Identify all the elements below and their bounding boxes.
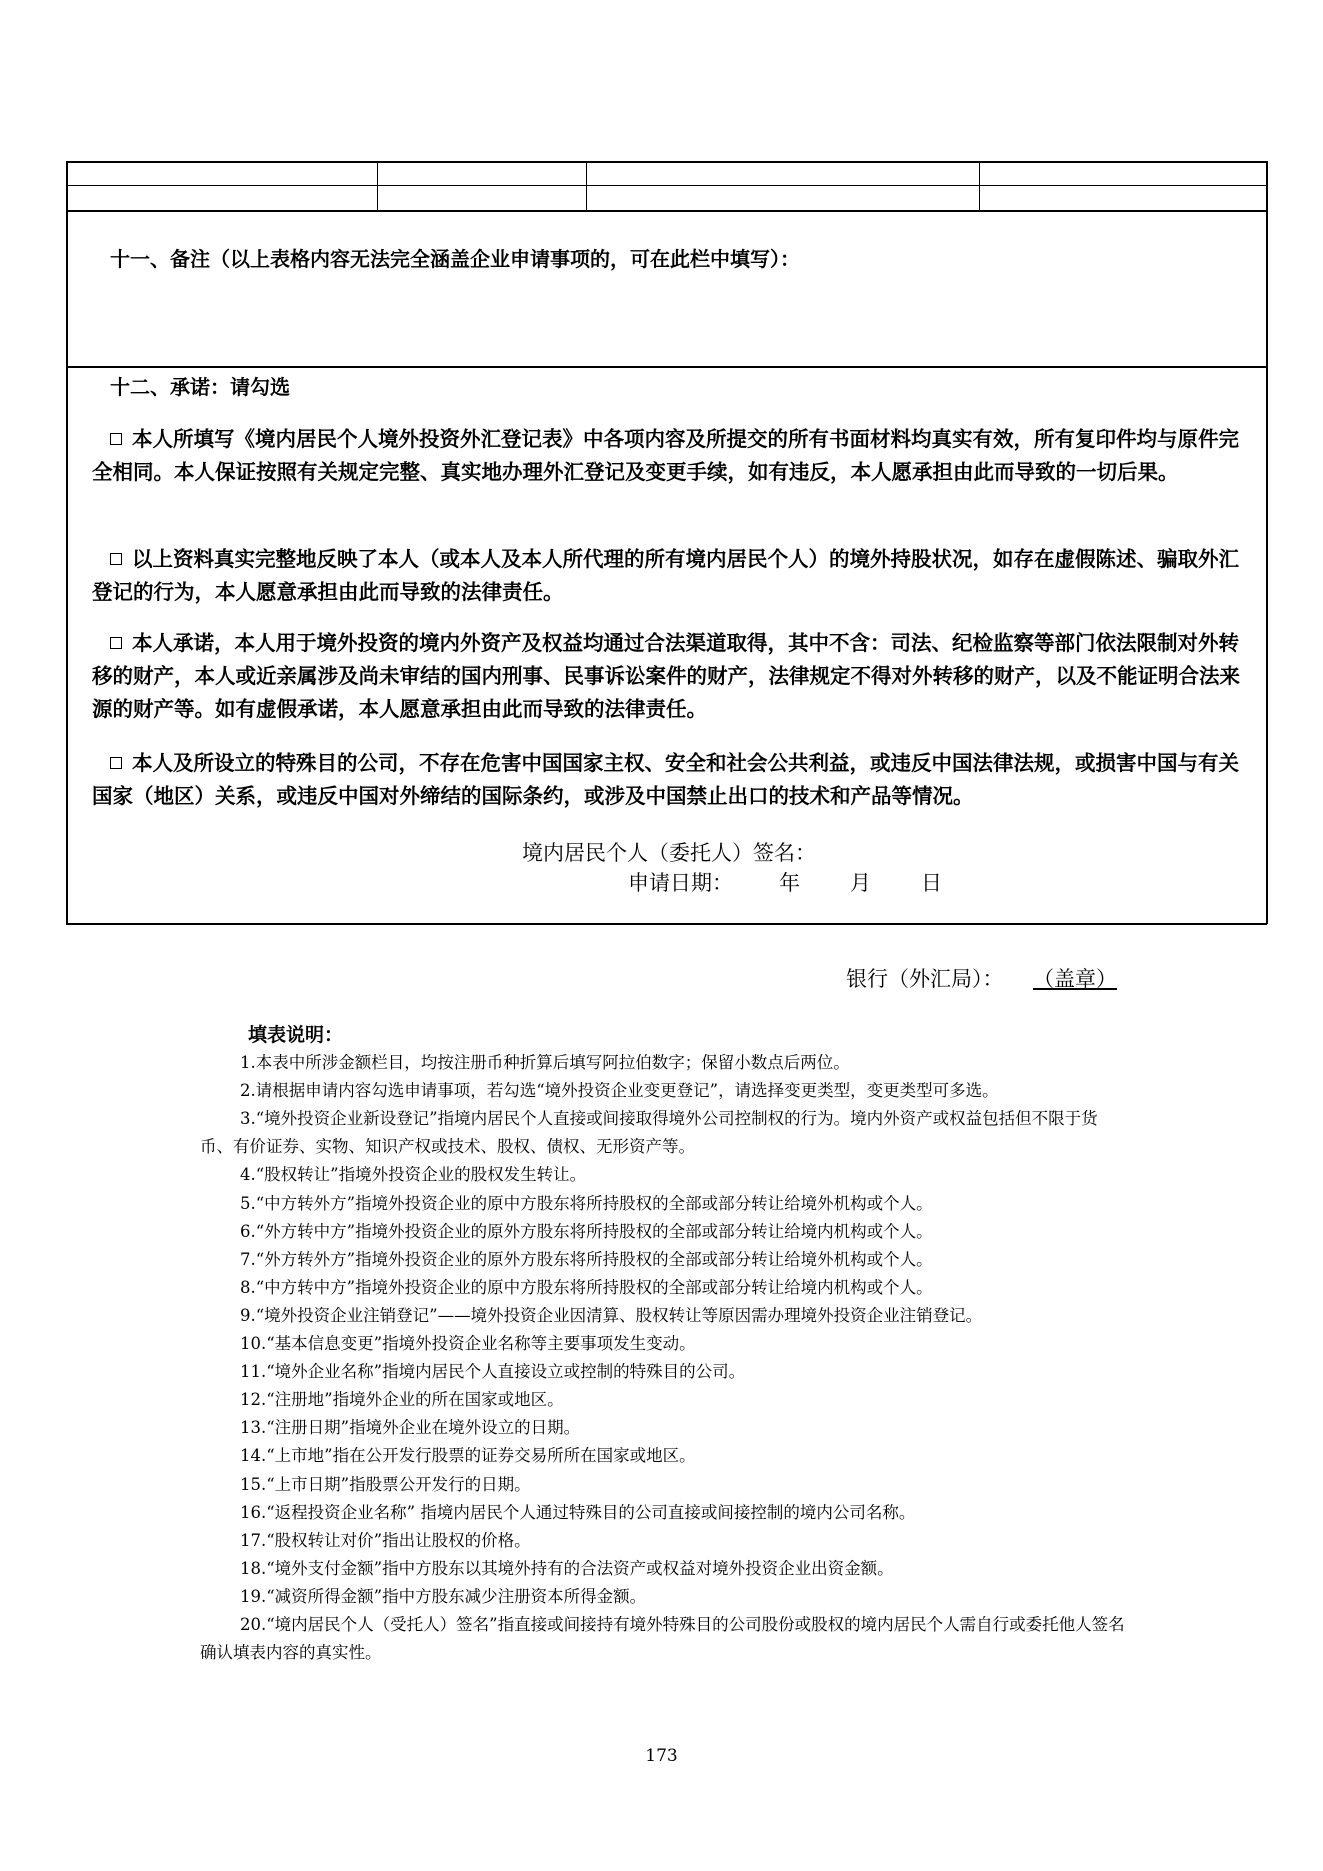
table-col-divider <box>377 161 378 211</box>
commitment-text-1: 本人所填写《境内居民个人境外投资外汇登记表》中各项内容及所提交的所有书面材料均真实有效，所有复印件均与原件完全相同。本人保证按照有关规定完整、真实地办理外汇登记及变更手续，如有违反，本人愿承担由此而导致的一切后果。 <box>92 427 1239 484</box>
commitment-text-2: 以上资料真实完整地反映了本人（或本人及本人所代理的所有境内居民个人）的境外持股状况，如存在虚假陈述、骗取外汇登记的行为，本人愿意承担由此而导致的法律责任。 <box>92 547 1239 604</box>
instruction-item: 15.“上市日期”指股票公开发行的日期。 <box>240 1474 531 1494</box>
instruction-item: 7.“外方转外方”指境外投资企业的原外方股东将所持股权的全部或部分转让给境外机构或个人。 <box>240 1249 933 1269</box>
instruction-item: 3.“境外投资企业新设登记”指境内居民个人直接或间接取得境外公司控制权的行为。境内外资产或权益包括但不限于货币、有价证券、实物、知识产权或技术、股权、债权、无形资产等。 <box>200 1109 1098 1157</box>
table-col-divider <box>586 161 587 211</box>
instruction-item: 6.“外方转中方”指境外投资企业的原外方股东将所持股权的全部或部分转让给境内机构或个人。 <box>240 1221 933 1241</box>
commitment-checkbox-1[interactable] <box>110 433 122 445</box>
commitment-item-4 <box>92 747 1252 813</box>
instruction-item: 16.“返程投资企业名称” 指境内居民个人通过特殊目的公司直接或间接控制的境内公司名称。 <box>240 1502 916 1522</box>
remarks-title: 十一、备注（以上表格内容无法完全涵盖企业申请事项的，可在此栏中填写）： <box>110 247 800 271</box>
table-border-bottom <box>66 923 1267 925</box>
commitment-item-2 <box>92 543 1252 609</box>
commitment-checkbox-2[interactable] <box>110 553 122 565</box>
instruction-item: 11.“境外企业名称”指境内居民个人直接设立或控制的特殊目的公司。 <box>240 1362 746 1382</box>
date-year: 年 <box>779 871 800 895</box>
commitment-checkbox-3[interactable] <box>110 637 122 649</box>
instruction-item: 1.本表中所涉金额栏目，均按注册币种折算后填写阿拉伯数字；保留小数点后两位。 <box>240 1053 850 1073</box>
signature-label: 境内居民个人（委托人）签名： <box>522 841 816 865</box>
instructions-title: 填表说明： <box>248 1024 344 1046</box>
commitment-item-1 <box>92 423 1252 489</box>
instruction-item: 14.“上市地”指在公开发行股票的证券交易所所在国家或地区。 <box>240 1446 696 1466</box>
instruction-item: 18.“境外支付金额”指中方股东以其境外持有的合法资产或权益对境外投资企业出资金额。 <box>240 1558 894 1578</box>
instruction-item: 20.“境内居民个人（受托人）签名”指直接或间接持有境外特殊目的公司股份或股权的境内居民个人需自行或委托他人签名确认填表内容的真实性。 <box>200 1614 1125 1663</box>
table-row-divider <box>66 185 1267 186</box>
instruction-item: 4.“股权转让”指境外投资企业的股权发生转让。 <box>240 1165 587 1185</box>
table-border-top <box>66 161 1267 163</box>
instruction-item: 19.“减资所得金额”指中方股东减少注册资本所得金额。 <box>240 1586 647 1606</box>
instruction-item: 10.“基本信息变更”指境外投资企业名称等主要事项发生变动。 <box>240 1334 696 1354</box>
instruction-item: 9.“境外投资企业注销登记”——境外投资企业因清算、股权转让等原因需办理境外投资企业注销登记。 <box>240 1305 983 1325</box>
instruction-item: 12.“注册地”指境外企业的所在国家或地区。 <box>240 1390 564 1410</box>
section-divider <box>66 366 1267 368</box>
instruction-item: 5.“中方转外方”指境外投资企业的原中方股东将所持股权的全部或部分转让给境外机构或个人。 <box>240 1193 933 1213</box>
commitment-item-3 <box>92 627 1252 726</box>
instruction-item: 2.请根据申请内容勾选申请事项，若勾选“境外投资企业变更登记”，请选择变更类型，变更类型可多选。 <box>240 1081 999 1101</box>
filling-instructions <box>200 1021 1130 1667</box>
commitment-text-3: 本人承诺，本人用于境外投资的境内外资产及权益均通过合法渠道取得，其中不含：司法、纪检监察等部门依法限制对外转移的财产，本人或近亲属涉及尚未审结的国内刑事、民事诉讼案件的财产，法律规定不得对外转移的财产，以及不能证明合法来源的财产等。如有虚假承诺，本人愿意承担由此而导致的法律责任。 <box>92 631 1240 721</box>
date-month: 月 <box>850 871 871 895</box>
instruction-item: 13.“注册日期”指境外企业在境外设立的日期。 <box>240 1418 581 1438</box>
commitment-title: 十二、承诺：请勾选 <box>110 375 290 399</box>
date-label: 申请日期： <box>628 871 733 895</box>
table-row-divider <box>66 210 1267 212</box>
bank-label: 银行（外汇局）： <box>846 967 1004 991</box>
commitment-checkbox-4[interactable] <box>110 757 122 769</box>
commitment-text-4: 本人及所设立的特殊目的公司，不存在危害中国国家主权、安全和社会公共利益，或违反中国法律法规，或损害中国与有关国家（地区）关系，或违反中国对外缔结的国际条约，或涉及中国禁止出口的技术和产品等情况。 <box>92 751 1239 808</box>
bank-seal: （盖章） <box>1033 967 1117 991</box>
table-col-divider <box>979 161 980 211</box>
date-day: 日 <box>921 871 942 895</box>
instruction-item: 8.“中方转中方”指境外投资企业的原中方股东将所持股权的全部或部分转让给境内机构或个人。 <box>240 1277 933 1297</box>
table-border-left <box>66 161 68 924</box>
instruction-item: 17.“股权转让对价”指出让股权的价格。 <box>240 1530 531 1550</box>
page-number: 173 <box>645 1746 678 1766</box>
table-border-right <box>1266 161 1268 924</box>
